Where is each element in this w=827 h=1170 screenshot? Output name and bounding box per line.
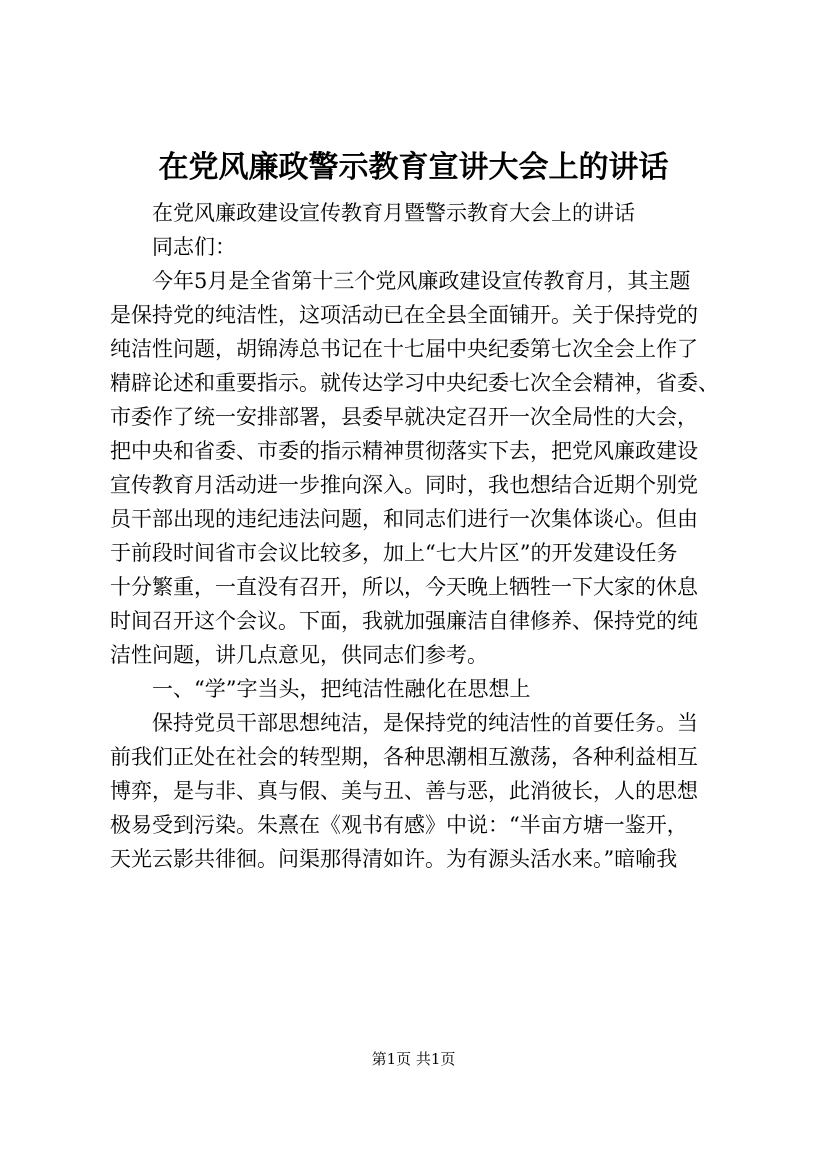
subtitle-line: 在党风廉政建设宣传教育月暨警示教育大会上的讲话 xyxy=(152,201,635,225)
paragraph-1-line: 是保持党的纯洁性，这项活动已在全县全面铺开。关于保持党的 xyxy=(110,303,698,327)
paragraph-2-line: 保持党员干部思想纯洁，是保持党的纯洁性的首要任务。当 xyxy=(152,711,698,735)
paragraph-1-line: 今年5月是全省第十三个党风廉政建设宣传教育月，其主题 xyxy=(152,269,691,293)
paragraph-1-line: 时间召开这个会议。下面，我就加强廉洁自律修养、保持党的纯 xyxy=(110,609,698,633)
document-title: 在党风廉政警示教育宣讲大会上的讲话 xyxy=(158,150,669,185)
paragraph-1-line: 于前段时间省市会议比较多，加上“七大片区”的开发建设任务 xyxy=(110,541,678,565)
salutation-line: 同志们： xyxy=(152,235,236,259)
paragraph-1-line: 员干部出现的违纪违法问题，和同志们进行一次集体谈心。但由 xyxy=(110,507,698,531)
paragraph-1-line: 纯洁性问题，胡锦涛总书记在十七届中央纪委第七次全会上作了 xyxy=(110,337,698,361)
paragraph-2-line: 天光云影共徘徊。问渠那得清如许。为有源头活水来。”暗喻我 xyxy=(110,847,678,871)
paragraph-1-line: 精辟论述和重要指示。就传达学习中央纪委七次全会精神，省委、 xyxy=(110,371,719,395)
page-number-footer: 第1页 共1页 xyxy=(371,1050,456,1068)
paragraph-1-line: 十分繁重，一直没有召开，所以，今天晚上牺牲一下大家的休息 xyxy=(110,575,698,599)
paragraph-2-line: 前我们正处在社会的转型期，各种思潮相互激荡，各种利益相互 xyxy=(110,745,698,769)
paragraph-1-line: 宣传教育月活动进一步推向深入。同时，我也想结合近期个别党 xyxy=(110,473,698,497)
paragraph-1-line: 市委作了统一安排部署，县委早就决定召开一次全局性的大会， xyxy=(110,405,698,429)
paragraph-2-line: 极易受到污染。朱熹在《观书有感》中说：“半亩方塘一鉴开， xyxy=(110,813,688,837)
document-body xyxy=(110,196,720,876)
section-heading: 一、“学”字当头，把纯洁性融化在思想上 xyxy=(152,677,531,701)
paragraph-1-line: 洁性问题，讲几点意见，供同志们参考。 xyxy=(110,643,488,667)
paragraph-2-line: 博弈，是与非、真与假、美与丑、善与恶，此消彼长，人的思想 xyxy=(110,779,698,803)
paragraph-1-line: 把中央和省委、市委的指示精神贯彻落实下去，把党风廉政建设 xyxy=(110,439,698,463)
